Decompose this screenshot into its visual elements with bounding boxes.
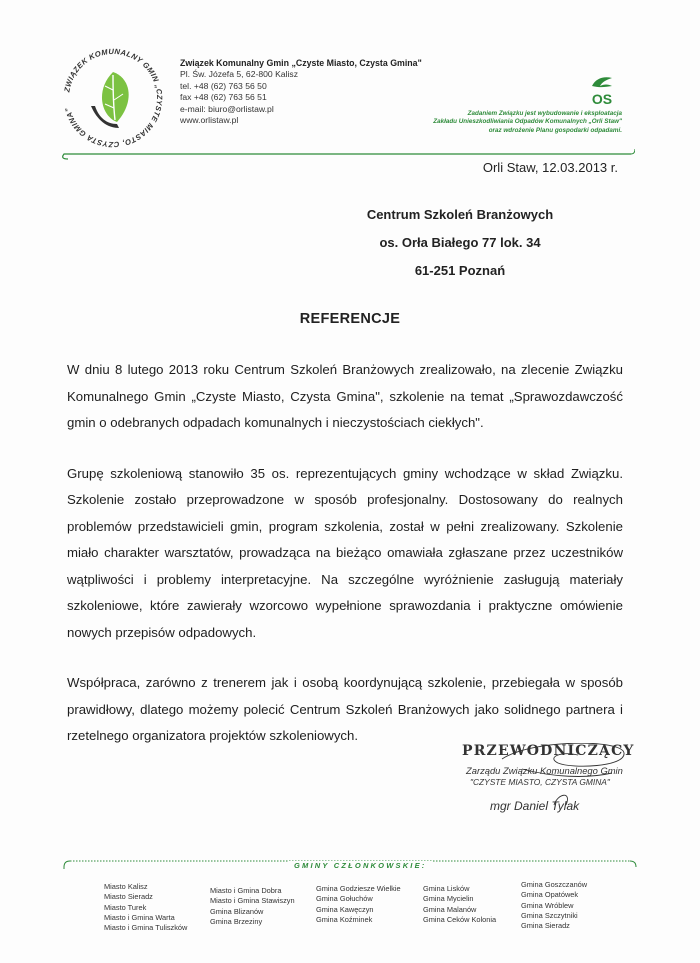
stamp-title: PRZEWODNICZĄCY	[462, 743, 635, 759]
member-item: Gmina Kawęczyn	[316, 904, 374, 914]
member-item: Miasto i Gmina Tuliszków	[104, 923, 188, 933]
organization-email: e-mail: biuro@orlistaw.pl	[180, 103, 274, 114]
tagline-line: Zadaniem Związku jest wybudowanie i eksploatacja	[467, 110, 622, 117]
association-tagline	[362, 110, 622, 135]
organization-name: Związek Komunalny Gmin „Czyste Miasto, Czysta Gmina"	[180, 58, 422, 68]
signature-stamp	[462, 743, 642, 813]
body-paragraph: Współpraca, zarówno z trenerem jak i osobą koordynującą szkolenie, przebiegała w sposób prawidłowy, dlatego możemy polecić Centrum Szkoleń Branżowych jako solidnego partnera i rzetelnego organizatora projektów szkoleniowych.	[67, 675, 623, 743]
member-item: Gmina Opatówek	[521, 890, 579, 900]
stamp-org: "CZYSTE MIASTO, CZYSTA GMINA"	[470, 777, 610, 787]
member-item: Gmina Godziesze Wielkie	[316, 884, 401, 893]
recipient-line: Centrum Szkoleń Branżowych	[366, 207, 554, 222]
member-item: Gmina Sieradz	[521, 921, 570, 931]
letter-body	[67, 357, 623, 774]
member-item: Miasto i Gmina Warta	[104, 912, 175, 922]
logo-ring-text: ZWIĄZEK KOMUNALNY GMIN „CZYSTE MIASTO, CZYSTA GMINA”	[62, 46, 165, 150]
members-column	[316, 884, 401, 925]
body-paragraph: Grupę szkoleniową stanowiło 35 os. reprezentujących gminy wchodzące w skład Związku. Szkolenie zostało przeprowadzone w sposób profesjonalny. Dostosowany do realnych problemów przedstawicieli gmin, program szkolenia, został w pełni zrealizowany. Szkolenie miało charakter warsztatów, prowadząca na bieżąco omawiała zgłaszane przez uczestników wątpliwości i problemy interpretacyjne. Na szczególne wyróżnienie zasługują materiały szkoleniowe, które zawierały wzorcowo wypełnione sprawozdania i praktyczne omówienie nowych przepisów odpadowych.	[67, 465, 623, 640]
member-item: Gmina Szczytniki	[521, 910, 578, 920]
handwritten-signature-icon	[462, 743, 642, 813]
os-logo-text: OS	[591, 91, 613, 107]
member-item: Miasto i Gmina Dobra	[210, 886, 282, 895]
member-item: Gmina Mycielin	[423, 894, 474, 904]
member-item: Gmina Goszczanów	[521, 880, 588, 889]
member-item: Miasto Kalisz	[104, 882, 148, 891]
member-item: Gmina Blizanów	[210, 906, 264, 916]
recipient-line: os. Orła Białego 77 lok. 34	[379, 235, 541, 250]
member-item: Gmina Brzeziny	[210, 916, 263, 926]
organization-phone: tel. +48 (62) 763 56 50	[180, 80, 267, 91]
members-column	[104, 882, 187, 933]
organization-fax: fax +48 (62) 763 56 51	[180, 92, 267, 103]
members-column	[521, 880, 587, 931]
recipient-address	[340, 205, 580, 289]
os-bird-logo-icon	[586, 74, 618, 108]
tagline-line: oraz wdrożenie Planu gospodarki odpadami.	[488, 126, 622, 134]
organization-website: www.orlistaw.pl	[180, 115, 239, 126]
header-divider	[60, 146, 635, 160]
letter-date: Orli Staw, 12.03.2013 r.	[482, 160, 618, 175]
member-item: Miasto Sieradz	[104, 892, 153, 902]
letter-title: REFERENCJE	[299, 311, 401, 327]
body-paragraph: W dniu 8 lutego 2013 roku Centrum Szkoleń Branżowych zrealizowało, na zlecenie Związku Komunalnego Gmin „Czyste Miasto, Czysta Gmina", szkolenie na temat „Sprawozdawczość gmin o odebranych odpadach komunalnych i nieczystościach ciekłych".	[67, 362, 623, 430]
member-item: Miasto Turek	[104, 902, 147, 912]
members-column	[210, 886, 295, 927]
signatory-name: mgr Daniel Tylak	[490, 799, 580, 813]
organization-address: Pl. Św. Józefa 5, 62-800 Kalisz	[180, 69, 298, 80]
stamp-board: Zarządu Związku Komunalnego Gmin	[466, 765, 623, 776]
member-item: Gmina Wróblew	[521, 900, 574, 910]
member-municipalities-label: GMINY CZŁONKOWSKIE:	[288, 861, 433, 870]
member-item: Gmina Lisków	[423, 884, 470, 893]
association-logo-icon	[57, 42, 169, 154]
member-item: Miasto i Gmina Stawiszyn	[210, 896, 295, 906]
tagline-line: Zakładu Unieszkodliwiania Odpadów Komunalnych „Orli Staw"	[433, 118, 622, 126]
member-item: Gmina Gołuchów	[316, 894, 373, 904]
member-item: Gmina Ceków Kolonia	[423, 914, 497, 924]
member-item: Gmina Malanów	[423, 904, 477, 914]
members-column	[423, 884, 496, 925]
recipient-line: 61-251 Poznań	[414, 263, 506, 278]
member-item: Gmina Koźminek	[316, 914, 373, 924]
